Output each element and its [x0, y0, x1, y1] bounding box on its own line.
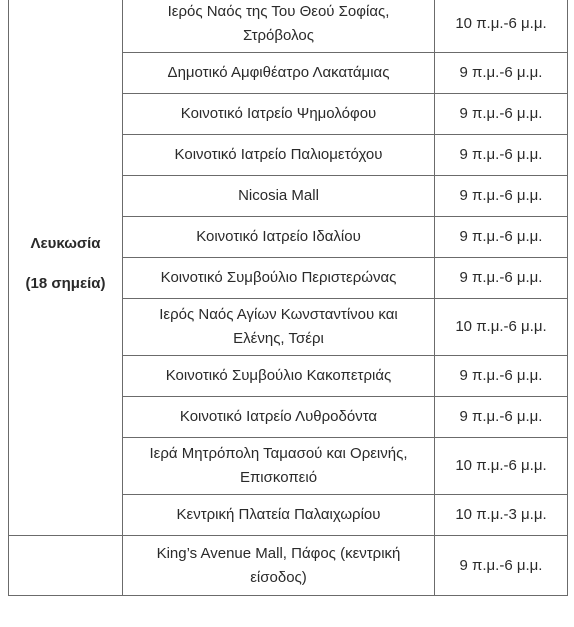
hours-cell: 9 π.μ.-6 μ.μ. [435, 176, 568, 217]
location-cell: Κοινοτικό Ιατρείο Παλιομετόχου [123, 135, 435, 176]
location-cell: Κοινοτικό Συμβούλιο Κακοπετριάς [123, 356, 435, 397]
hours-cell: 9 π.μ.-6 μ.μ. [435, 536, 568, 596]
hours-cell: 9 π.μ.-6 μ.μ. [435, 53, 568, 94]
hours-cell: 9 π.μ.-6 μ.μ. [435, 258, 568, 299]
region-count: (18 σημεία) [25, 275, 106, 292]
region-cell-next [9, 536, 123, 596]
location-cell: Ιερός Ναός της Του Θεού Σοφίας, Στρόβολος [123, 0, 435, 53]
hours-cell: 10 π.μ.-6 μ.μ. [435, 299, 568, 356]
hours-cell: 9 π.μ.-6 μ.μ. [435, 94, 568, 135]
location-cell: Nicosia Mall [123, 176, 435, 217]
location-cell: Κοινοτικό Ιατρείο Ψημολόφου [123, 94, 435, 135]
hours-cell: 9 π.μ.-6 μ.μ. [435, 356, 568, 397]
hours-cell: 9 π.μ.-6 μ.μ. [435, 397, 568, 438]
region-cell [9, 0, 123, 536]
location-cell: Κοινοτικό Ιατρείο Λυθροδόντα [123, 397, 435, 438]
table-row [9, 536, 568, 596]
hours-cell: 10 π.μ.-3 μ.μ. [435, 495, 568, 536]
region-name: Λευκωσία [30, 235, 101, 252]
location-cell: Δημοτικό Αμφιθέατρο Λακατάμιας [123, 53, 435, 94]
location-cell: Κεντρική Πλατεία Παλαιχωρίου [123, 495, 435, 536]
hours-cell: 10 π.μ.-6 μ.μ. [435, 438, 568, 495]
location-cell: Κοινοτικό Συμβούλιο Περιστερώνας [123, 258, 435, 299]
hours-cell: 10 π.μ.-6 μ.μ. [435, 0, 568, 53]
hours-cell: 9 π.μ.-6 μ.μ. [435, 217, 568, 258]
location-cell: Κοινοτικό Ιατρείο Ιδαλίου [123, 217, 435, 258]
location-cell: King’s Avenue Mall, Πάφος (κεντρική είσοδος) [123, 536, 435, 596]
location-cell: Ιερός Ναός Αγίων Κωνσταντίνου και Ελένης, Τσέρι [123, 299, 435, 356]
vaccination-schedule-table [8, 0, 568, 596]
location-cell: Ιερά Μητρόπολη Ταμασού και Ορεινής, Επισκοπειό [123, 438, 435, 495]
hours-cell: 9 π.μ.-6 μ.μ. [435, 135, 568, 176]
